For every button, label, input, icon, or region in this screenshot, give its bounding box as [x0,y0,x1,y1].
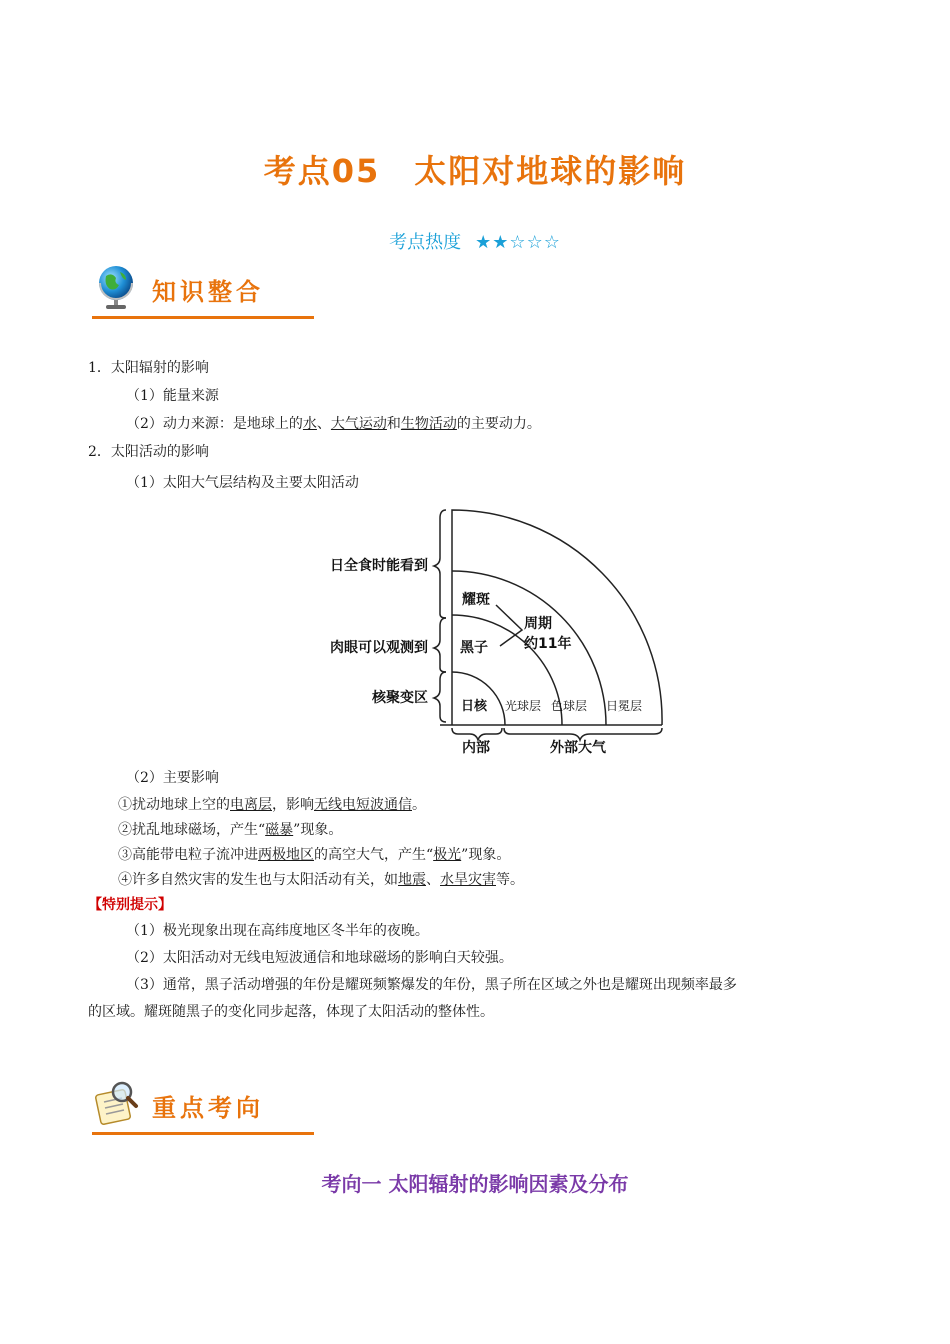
keyword-biological-activity: 生物活动 [400,416,457,432]
keyword-atmosphere-motion: 大气运动 [330,416,387,432]
magnifier-notebook-icon [92,1078,142,1128]
sun-structure-diagram [300,500,680,762]
heat-stars: ★★☆☆☆ [475,232,561,253]
effects-heading: （2）主要影响 [126,770,219,786]
effect-4: ④许多自然灾害的发生也与太阳活动有关，如地震、水旱灾害等。 [118,872,524,888]
keyword-earthquake: 地震 [398,872,426,888]
tip-3-line-1: （3）通常，黑子活动增强的年份是耀斑频繁爆发的年份，黑子所在区域之外也是耀斑出现频率最多 [126,977,737,993]
layer-corona: 日冕层 [606,699,643,713]
keyword-ionosphere: 电离层 [230,797,272,813]
keyword-shortwave: 无线电短波通信 [314,797,412,813]
direction-1-title: 考向一 太阳辐射的影响因素及分布 [321,1172,629,1196]
label-fusion: 核聚变区 [372,690,428,706]
label-flare: 耀斑 [462,592,490,608]
label-cycle-1: 周期 [524,616,552,632]
tips-heading: 【特别提示】 [88,897,172,913]
layer-photosphere: 光球层 [505,699,542,713]
item-2-1: （1）太阳大气层结构及主要太阳活动 [126,475,359,491]
label-eclipse: 日全食时能看到 [330,558,428,574]
section-focus-header [92,1078,332,1142]
section-knowledge-header [92,262,332,326]
effect-1: ①扰动地球上空的电离层，影响无线电短波通信。 [118,797,426,813]
label-sunspot: 黑子 [460,640,488,656]
item-2-heading: 2．太阳活动的影响 [88,444,209,460]
item-1-heading: 1．太阳辐射的影响 [88,360,209,376]
label-cycle-2: 约11年 [524,636,572,652]
tip-1: （1）极光现象出现在高纬度地区冬半年的夜晚。 [126,923,429,939]
section-underline [92,1132,314,1135]
heat-rating [0,228,950,254]
section-focus-title: 重点考向 [152,1094,264,1122]
layer-chromosphere: 色球层 [551,699,588,713]
heat-label: 考点热度 [389,232,462,253]
effect-3: ③高能带电粒子流冲进两极地区的高空大气，产生“极光”现象。 [118,847,511,863]
section-knowledge-title: 知识整合 [152,278,264,306]
keyword-water: 水 [302,416,317,432]
keyword-flood-drought: 水旱灾害 [440,872,496,888]
page-title: 考点05 太阳对地球的影响 [263,152,687,190]
item-1-2: （2）动力来源：是地球上的水、大气运动和生物活动的主要动力。 [126,416,541,432]
label-interior: 内部 [462,740,490,756]
keyword-aurora: 极光 [433,847,462,863]
tip-2: （2）太阳活动对无线电短波通信和地球磁场的影响白天较强。 [126,950,513,966]
keyword-polar-regions: 两极地区 [258,847,314,863]
label-naked-eye: 肉眼可以观测到 [330,640,428,656]
layer-core: 日核 [461,699,488,714]
label-outer-atmosphere: 外部大气 [550,740,606,756]
item-1-1: （1）能量来源 [126,388,219,404]
keyword-magnetic-storm: 磁暴 [265,822,294,838]
globe-icon [92,262,142,312]
section-underline [92,316,314,319]
effect-2: ②扰乱地球磁场，产生“磁暴”现象。 [118,822,343,838]
tip-3-line-2: 的区域。耀斑随黑子的变化同步起落，体现了太阳活动的整体性。 [88,1004,494,1020]
